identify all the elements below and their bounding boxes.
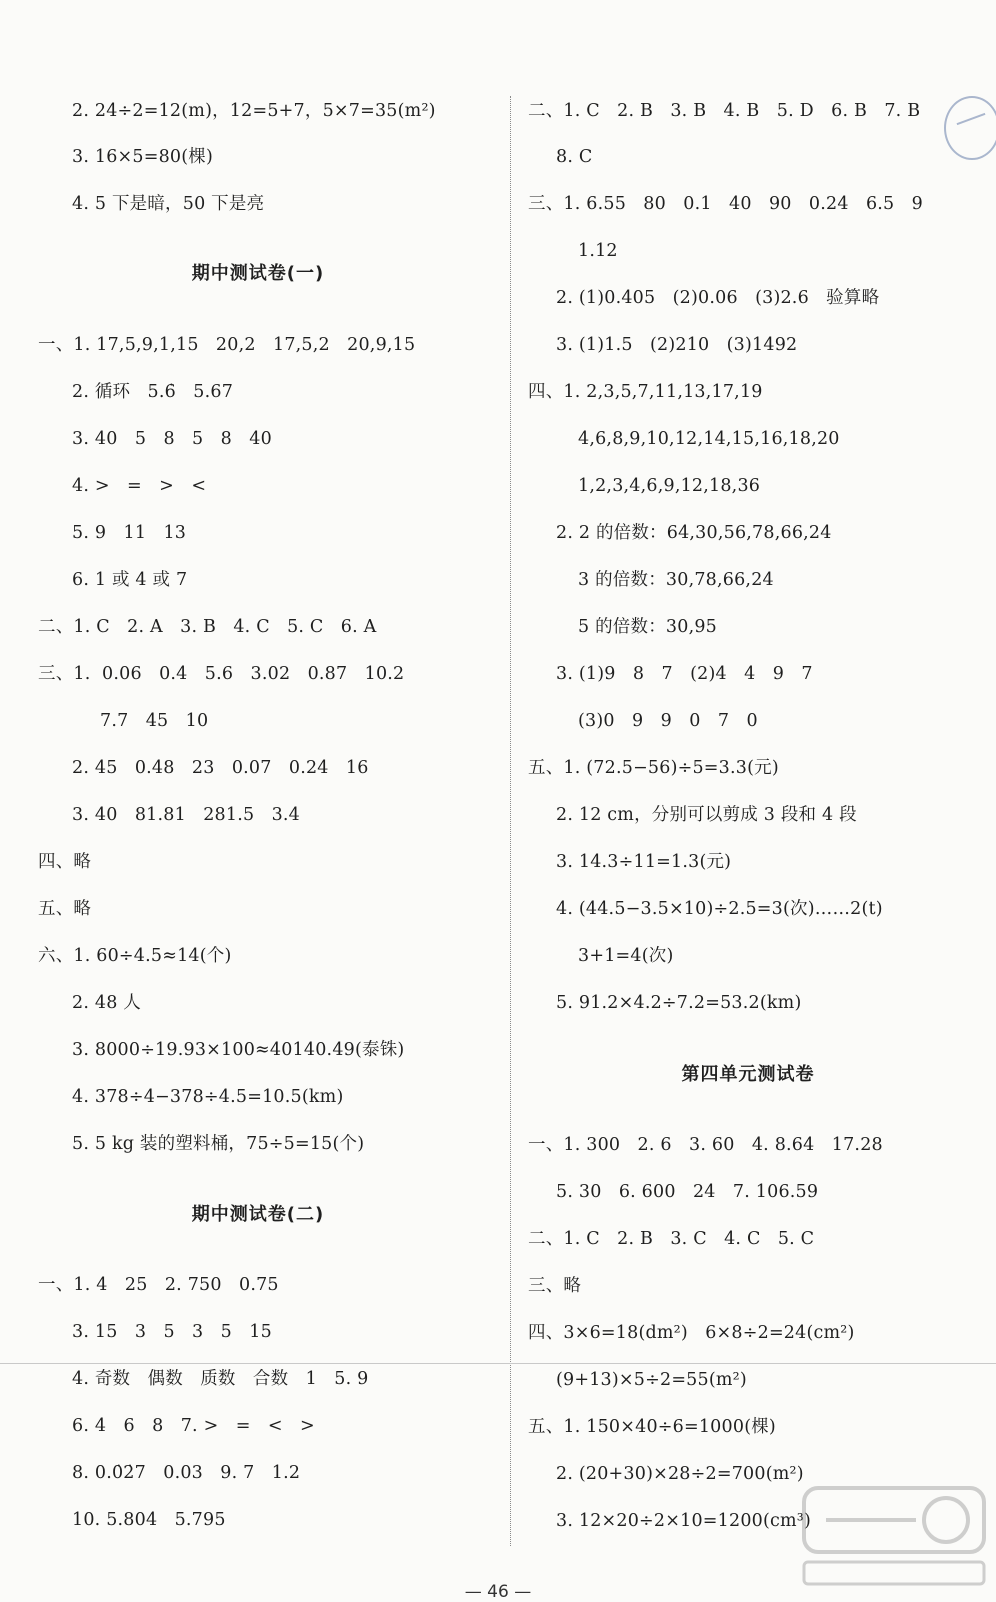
answer-line: 5. 30 6. 600 24 7. 106.59 <box>556 1182 819 1202</box>
answer-line: 五、1. (72.5−56)÷5=3.3(元) <box>528 758 779 778</box>
answer-line: 3+1=4(次) <box>578 946 674 966</box>
answer-line: 五、略 <box>38 899 92 919</box>
answer-line: 2. 循环 5.6̇ 5.67 <box>72 382 234 402</box>
answer-line: 3. 12×20÷2×10=1200(cm³) <box>556 1511 812 1531</box>
answer-line: 5. 5 kg 装的塑料桶，75÷5=15(个) <box>72 1134 365 1154</box>
answer-line: 4. (44.5−3.5×10)÷2.5=3(次)……2(t) <box>556 899 883 919</box>
answer-line: 2. 12 cm，分别可以剪成 3 段和 4 段 <box>556 805 857 825</box>
answer-line: 4. 5 下是暗，50 下是亮 <box>72 194 265 214</box>
answer-line: 2. (20+30)×28÷2=700(m²) <box>556 1464 804 1484</box>
section-heading-midterm-2: 期中测试卷(二) <box>191 1204 325 1225</box>
answer-line: 3. 15 3 5 3 5 15 <box>72 1322 272 1342</box>
answer-line: 四、1. 2,3,5,7,11,13,17,19 <box>528 382 763 402</box>
answer-line: 3. 40 81.81 281.5 3.4 <box>72 805 301 825</box>
answer-line: 二、1. C 2. A 3. B 4. C 5. C 6. A <box>38 617 377 637</box>
answer-line: 一、1. 4 25 2. 750 0.75 <box>38 1275 279 1295</box>
answer-line: 4. 奇数 偶数 质数 合数 1 5. 9 <box>72 1369 369 1389</box>
answer-line: 2. (1)0.405 (2)0.06 (3)2.6 验算略 <box>556 288 880 308</box>
answer-line: 7.7 45 10 <box>100 711 209 731</box>
answer-line: 10. 5.804 5.795 <box>72 1510 226 1530</box>
right-column <box>528 0 996 1600</box>
answer-line: 3 的倍数：30,78,66,24 <box>578 570 774 590</box>
answer-line: (3)0 9 9 0 7 0 <box>578 711 758 731</box>
answer-line: 6. 4 6 8 7. > = < > <box>72 1416 315 1436</box>
answer-line: 2. 24÷2=12(m)，12=5+7，5×7=35(m²) <box>72 101 436 121</box>
answer-line: 3. 40 5 8 5 8 40 <box>72 429 272 449</box>
answer-line: 4. > = > < <box>72 476 207 496</box>
left-column <box>38 0 508 1600</box>
answer-line: 三、1. 0.06 0.4 5.6 3.02 0.87 10.2 <box>38 664 405 684</box>
ink-stamp-icon <box>944 96 996 160</box>
answer-line: 8. C <box>556 147 593 167</box>
answer-line: 5. 9 11 13 <box>72 523 187 543</box>
answer-line: 六、1. 60÷4.5≈14(个) <box>38 946 232 966</box>
answer-line: 5 的倍数：30,95 <box>578 617 717 637</box>
answer-line: 5. 91.2×4.2÷7.2=53.2(km) <box>556 993 802 1013</box>
answer-line: 一、1. 300 2. 6 3. 60 4. 8.64 17.28 <box>528 1135 883 1155</box>
answer-line: 四、略 <box>38 852 92 872</box>
answer-line: 1,2,3,4,6,9,12,18,36 <box>578 476 761 496</box>
answer-line: 三、略 <box>528 1276 582 1296</box>
answer-line: 2. 2 的倍数：64,30,56,78,66,24 <box>556 523 832 543</box>
answer-line: 三、1. 6.55 80 0.1 40 90 0.24 6.5 9 <box>528 194 924 214</box>
answer-line: 8. 0.0̇2̇7 0.03 9. 7 1.2 <box>72 1463 301 1483</box>
answer-line: 二、1. C 2. B 3. B 4. B 5. D 6. B 7. B <box>528 101 921 121</box>
answer-line: 2. 48 人 <box>72 993 141 1013</box>
column-divider <box>510 96 511 1546</box>
watermark-logo-icon <box>796 1480 992 1592</box>
answer-line: 3. (1)1.5 (2)210 (3)1492 <box>556 335 798 355</box>
page-number: — 46 — <box>464 1582 532 1602</box>
answer-line: 3. (1)9 8 7 (2)4 4 9 7 <box>556 664 813 684</box>
answer-line: 3. 16×5=80(棵) <box>72 147 214 167</box>
answer-line: 四、3×6=18(dm²) 6×8÷2=24(cm²) <box>528 1323 855 1343</box>
answer-line: 3. 14.3÷11=1.3(元) <box>556 852 732 872</box>
section-heading-unit-4: 第四单元测试卷 <box>681 1064 815 1085</box>
answer-line: 3. 8000÷19.93×100≈40140.49(泰铢) <box>72 1040 405 1060</box>
answer-line: 一、1. 17,5,9,1,15 20,2 17,5,2 20,9,15 <box>38 335 416 355</box>
section-heading-midterm-1: 期中测试卷(一) <box>191 263 325 284</box>
answer-line: 6. 1 或 4 或 7 <box>72 570 188 590</box>
page-fold-line <box>0 1363 996 1364</box>
answer-line: 4,6,8,9,10,12,14,15,16,18,20 <box>578 429 840 449</box>
answer-line: (9+13)×5÷2=55(m²) <box>556 1370 747 1390</box>
answer-line: 4. 378÷4−378÷4.5=10.5(km) <box>72 1087 344 1107</box>
answer-line: 二、1. C 2. B 3. C 4. C 5. C <box>528 1229 815 1249</box>
answer-line: 1.12 <box>578 241 618 261</box>
answer-line: 五、1. 150×40÷6=1000(棵) <box>528 1417 776 1437</box>
answer-line: 2. 45 0.48 23 0.07 0.24 16 <box>72 758 369 778</box>
